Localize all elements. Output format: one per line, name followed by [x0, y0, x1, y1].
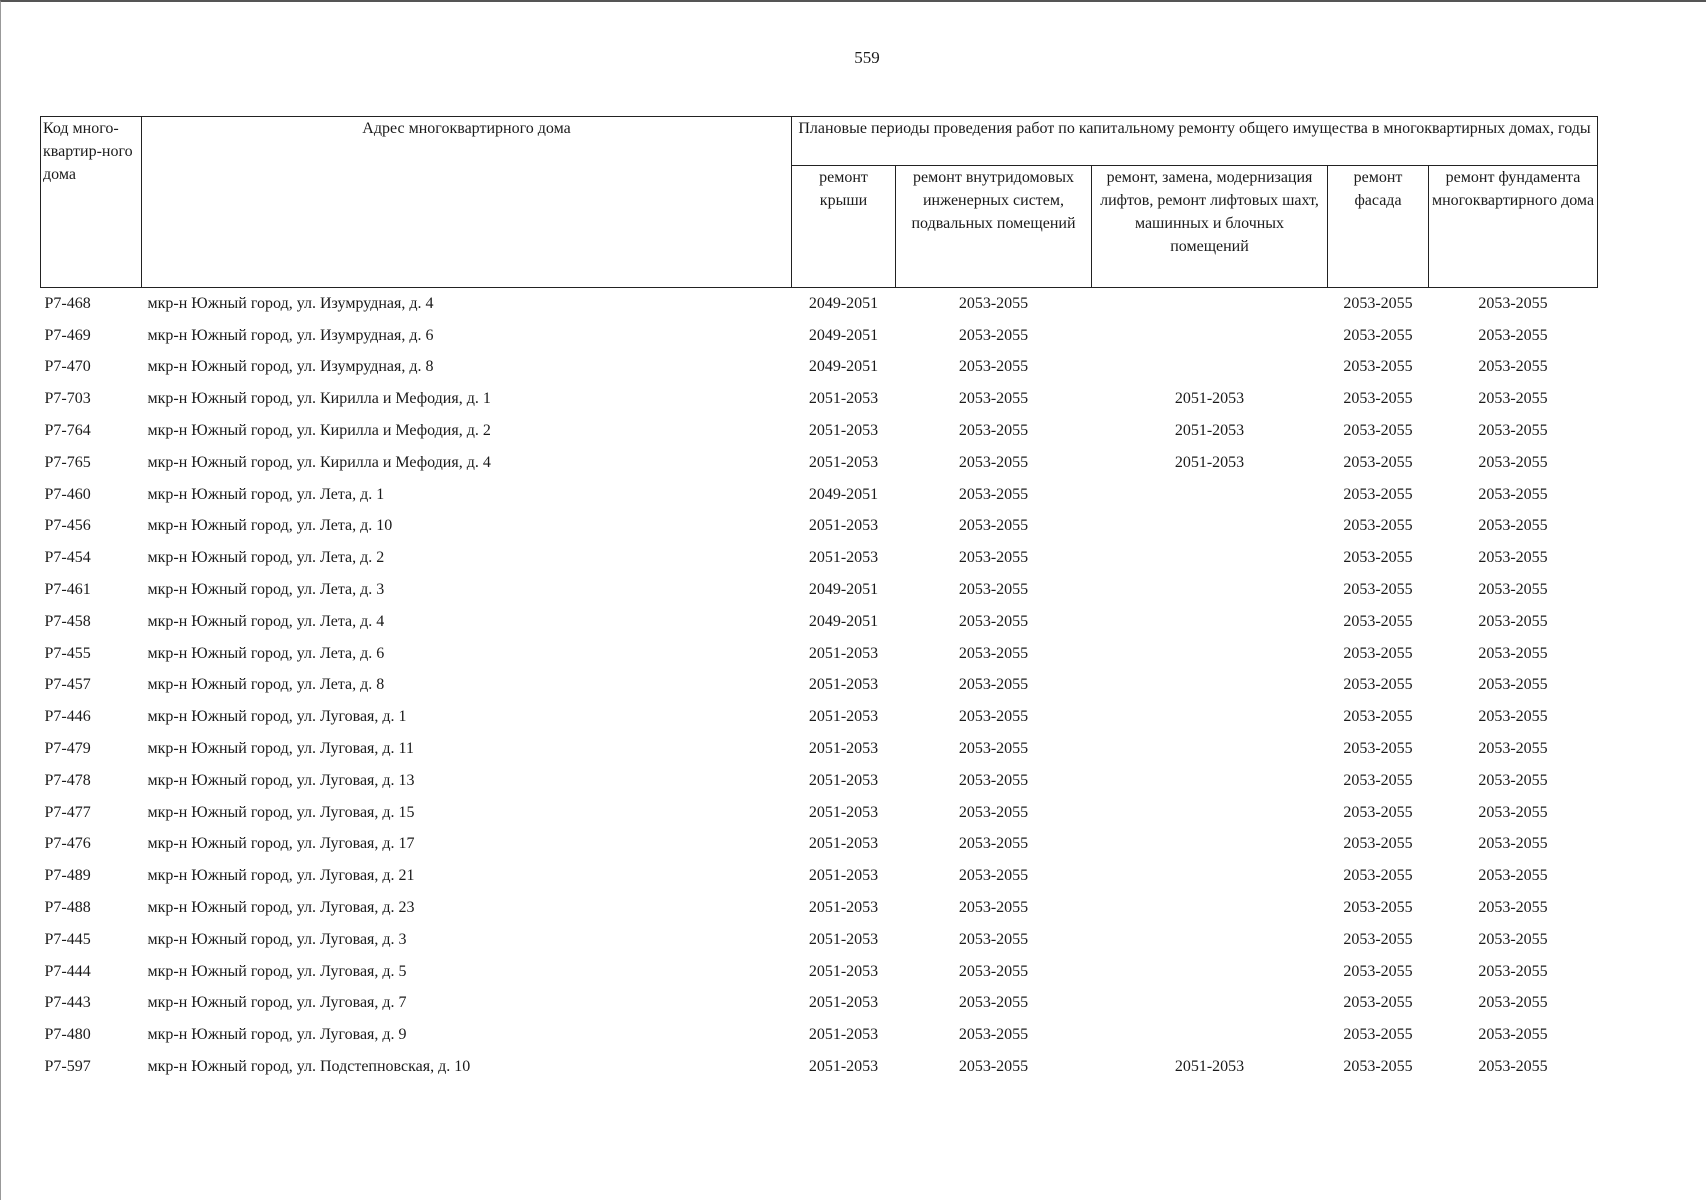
cell-facade: 2053-2055 — [1343, 390, 1413, 408]
table-row — [41, 765, 1598, 797]
cell-engineering: 2053-2055 — [958, 994, 1029, 1012]
table-row — [41, 860, 1598, 892]
cell-elevators: 2051-2053 — [1174, 1058, 1245, 1076]
cell-code: Р7-456 — [44, 517, 91, 535]
cell-foundation: 2053-2055 — [1478, 453, 1548, 471]
table-row — [41, 956, 1598, 988]
cell-address: мкр-н Южный город, ул. Луговая, д. 15 — [147, 803, 415, 821]
cell-address: мкр-н Южный город, ул. Кирилла и Мефодия, д. 2 — [147, 422, 491, 440]
cell-address: мкр-н Южный город, ул. Лета, д. 4 — [147, 612, 385, 630]
cell-address: мкр-н Южный город, ул. Кирилла и Мефодия, д. 1 — [147, 390, 491, 408]
cell-facade: 2053-2055 — [1343, 612, 1413, 630]
cell-engineering: 2053-2055 — [958, 771, 1029, 789]
cell-elevators — [1092, 988, 1328, 1020]
cell-code: Р7-477 — [44, 803, 91, 821]
cell-foundation: 2053-2055 — [1478, 581, 1548, 599]
cell-foundation: 2053-2055 — [1478, 803, 1548, 821]
header-facade: ремонт фасада — [1328, 166, 1429, 288]
cell-code: Р7-445 — [44, 930, 91, 948]
cell-foundation: 2053-2055 — [1478, 517, 1548, 535]
cell-facade: 2053-2055 — [1343, 708, 1413, 726]
cell-elevators — [1092, 829, 1328, 861]
table-row — [41, 606, 1598, 638]
cell-elevators — [1092, 352, 1328, 384]
cell-code: Р7-443 — [44, 994, 91, 1012]
table-row — [41, 447, 1598, 479]
cell-address: мкр-н Южный город, ул. Луговая, д. 23 — [147, 899, 415, 917]
cell-elevators — [1092, 765, 1328, 797]
table-row — [41, 288, 1598, 320]
cell-engineering: 2053-2055 — [958, 612, 1029, 630]
cell-roof: 2049-2051 — [808, 358, 879, 376]
cell-engineering: 2053-2055 — [958, 899, 1029, 917]
cell-code: Р7-479 — [44, 740, 91, 758]
cell-code: Р7-478 — [44, 771, 91, 789]
cell-foundation: 2053-2055 — [1478, 867, 1548, 885]
cell-address: мкр-н Южный город, ул. Лета, д. 2 — [147, 549, 385, 567]
header-periods-group: Плановые периоды проведения работ по капитальному ремонту общего имущества в многоквартирных домах, годы — [792, 117, 1598, 166]
cell-facade: 2053-2055 — [1343, 358, 1413, 376]
cell-code: Р7-461 — [44, 581, 91, 599]
cell-elevators — [1092, 670, 1328, 702]
cell-engineering: 2053-2055 — [958, 1058, 1029, 1076]
cell-foundation: 2053-2055 — [1478, 835, 1548, 853]
cell-facade: 2053-2055 — [1343, 676, 1413, 694]
cell-code: Р7-597 — [44, 1058, 91, 1076]
cell-code: Р7-457 — [44, 676, 91, 694]
table-row — [41, 797, 1598, 829]
cell-code: Р7-480 — [44, 1026, 91, 1044]
cell-address: мкр-н Южный город, ул. Лета, д. 6 — [147, 644, 385, 662]
cell-code: Р7-455 — [44, 644, 91, 662]
cell-engineering: 2053-2055 — [958, 358, 1029, 376]
cell-foundation: 2053-2055 — [1478, 326, 1548, 344]
cell-facade: 2053-2055 — [1343, 549, 1413, 567]
cell-foundation: 2053-2055 — [1478, 930, 1548, 948]
cell-facade: 2053-2055 — [1343, 962, 1413, 980]
header-foundation: ремонт фундамента многоквартирного дома — [1429, 166, 1598, 288]
cell-foundation: 2053-2055 — [1478, 549, 1548, 567]
cell-engineering: 2053-2055 — [958, 740, 1029, 758]
cell-foundation: 2053-2055 — [1478, 294, 1548, 312]
table-row — [41, 511, 1598, 543]
cell-roof: 2051-2053 — [808, 803, 879, 821]
cell-engineering: 2053-2055 — [958, 517, 1029, 535]
cell-code: Р7-764 — [44, 422, 91, 440]
cell-facade: 2053-2055 — [1343, 422, 1413, 440]
cell-address: мкр-н Южный город, ул. Лета, д. 10 — [147, 517, 393, 535]
cell-facade: 2053-2055 — [1343, 867, 1413, 885]
cell-roof: 2049-2051 — [808, 326, 879, 344]
header-elevators: ремонт, замена, модернизация лифтов, ремонт лифтовых шахт, машинных и блочных помещений — [1092, 166, 1328, 288]
header-roof: ремонт крыши — [792, 166, 896, 288]
cell-address: мкр-н Южный город, ул. Луговая, д. 9 — [147, 1026, 407, 1044]
cell-facade: 2053-2055 — [1343, 740, 1413, 758]
table-row — [41, 479, 1598, 511]
cell-roof: 2051-2053 — [808, 708, 879, 726]
cell-elevators — [1092, 542, 1328, 574]
cell-roof: 2051-2053 — [808, 899, 879, 917]
cell-roof: 2051-2053 — [808, 453, 879, 471]
cell-engineering: 2053-2055 — [958, 1026, 1029, 1044]
capital-repair-table — [40, 116, 1598, 1083]
cell-facade: 2053-2055 — [1343, 294, 1413, 312]
cell-roof: 2051-2053 — [808, 994, 879, 1012]
cell-foundation: 2053-2055 — [1478, 1058, 1548, 1076]
cell-engineering: 2053-2055 — [958, 930, 1029, 948]
cell-foundation: 2053-2055 — [1478, 390, 1548, 408]
cell-code: Р7-460 — [44, 485, 91, 503]
cell-roof: 2051-2053 — [808, 644, 879, 662]
cell-address: мкр-н Южный город, ул. Лета, д. 3 — [147, 581, 385, 599]
cell-code: Р7-470 — [44, 358, 91, 376]
cell-roof: 2049-2051 — [808, 612, 879, 630]
cell-elevators — [1092, 701, 1328, 733]
cell-elevators: 2051-2053 — [1174, 453, 1245, 471]
cell-roof: 2051-2053 — [808, 390, 879, 408]
table-row — [41, 383, 1598, 415]
cell-elevators — [1092, 892, 1328, 924]
cell-facade: 2053-2055 — [1343, 930, 1413, 948]
cell-engineering: 2053-2055 — [958, 390, 1029, 408]
cell-elevators — [1092, 924, 1328, 956]
header-address: Адрес многоквартирного дома — [142, 117, 792, 288]
cell-facade: 2053-2055 — [1343, 1058, 1413, 1076]
table-row — [41, 542, 1598, 574]
cell-foundation: 2053-2055 — [1478, 994, 1548, 1012]
table-row — [41, 1051, 1598, 1083]
cell-elevators — [1092, 1019, 1328, 1051]
cell-engineering: 2053-2055 — [958, 962, 1029, 980]
table-row — [41, 829, 1598, 861]
cell-address: мкр-н Южный город, ул. Изумрудная, д. 4 — [147, 294, 434, 312]
cell-address: мкр-н Южный город, ул. Изумрудная, д. 8 — [147, 358, 434, 376]
cell-address: мкр-н Южный город, ул. Подстепновская, д. 10 — [147, 1058, 471, 1076]
table-row — [41, 574, 1598, 606]
cell-address: мкр-н Южный город, ул. Кирилла и Мефодия, д. 4 — [147, 453, 491, 471]
cell-address: мкр-н Южный город, ул. Лета, д. 8 — [147, 676, 385, 694]
cell-elevators — [1092, 797, 1328, 829]
table-row — [41, 320, 1598, 352]
cell-roof: 2049-2051 — [808, 485, 879, 503]
cell-roof: 2051-2053 — [808, 867, 879, 885]
cell-engineering: 2053-2055 — [958, 549, 1029, 567]
cell-engineering: 2053-2055 — [958, 867, 1029, 885]
table-row — [41, 892, 1598, 924]
cell-facade: 2053-2055 — [1343, 1026, 1413, 1044]
table-row — [41, 415, 1598, 447]
table-row — [41, 1019, 1598, 1051]
cell-foundation: 2053-2055 — [1478, 899, 1548, 917]
table-row — [41, 988, 1598, 1020]
cell-roof: 2051-2053 — [808, 549, 879, 567]
table-row — [41, 638, 1598, 670]
cell-facade: 2053-2055 — [1343, 326, 1413, 344]
cell-code: Р7-489 — [44, 867, 91, 885]
cell-elevators: 2051-2053 — [1174, 422, 1245, 440]
cell-elevators — [1092, 956, 1328, 988]
cell-engineering: 2053-2055 — [958, 294, 1029, 312]
cell-elevators — [1092, 860, 1328, 892]
cell-facade: 2053-2055 — [1343, 994, 1413, 1012]
cell-facade: 2053-2055 — [1343, 517, 1413, 535]
cell-address: мкр-н Южный город, ул. Луговая, д. 11 — [147, 740, 414, 758]
cell-foundation: 2053-2055 — [1478, 1026, 1548, 1044]
cell-roof: 2051-2053 — [808, 835, 879, 853]
table-row — [41, 733, 1598, 765]
cell-facade: 2053-2055 — [1343, 771, 1413, 789]
header-engineering: ремонт внутридомовых инженерных систем, подвальных помещений — [896, 166, 1092, 288]
cell-roof: 2049-2051 — [808, 581, 879, 599]
cell-address: мкр-н Южный город, ул. Изумрудная, д. 6 — [147, 326, 434, 344]
cell-code: Р7-488 — [44, 899, 91, 917]
cell-roof: 2051-2053 — [808, 1058, 879, 1076]
cell-elevators — [1092, 606, 1328, 638]
header-code: Код много-квартир-ного дома — [41, 117, 142, 288]
cell-address: мкр-н Южный город, ул. Луговая, д. 7 — [147, 994, 407, 1012]
cell-elevators — [1092, 638, 1328, 670]
cell-engineering: 2053-2055 — [958, 453, 1029, 471]
table-row — [41, 670, 1598, 702]
cell-roof: 2051-2053 — [808, 740, 879, 758]
cell-foundation: 2053-2055 — [1478, 962, 1548, 980]
cell-roof: 2051-2053 — [808, 962, 879, 980]
cell-elevators — [1092, 479, 1328, 511]
cell-engineering: 2053-2055 — [958, 803, 1029, 821]
cell-roof: 2051-2053 — [808, 1026, 879, 1044]
cell-engineering: 2053-2055 — [958, 485, 1029, 503]
cell-foundation: 2053-2055 — [1478, 612, 1548, 630]
cell-roof: 2051-2053 — [808, 771, 879, 789]
cell-facade: 2053-2055 — [1343, 899, 1413, 917]
cell-engineering: 2053-2055 — [958, 835, 1029, 853]
cell-address: мкр-н Южный город, ул. Луговая, д. 5 — [147, 962, 407, 980]
cell-code: Р7-458 — [44, 612, 91, 630]
cell-engineering: 2053-2055 — [958, 708, 1029, 726]
table-body — [41, 288, 1598, 1083]
cell-elevators — [1092, 733, 1328, 765]
cell-engineering: 2053-2055 — [958, 581, 1029, 599]
cell-elevators — [1092, 574, 1328, 606]
cell-roof: 2051-2053 — [808, 930, 879, 948]
cell-foundation: 2053-2055 — [1478, 644, 1548, 662]
cell-code: Р7-444 — [44, 962, 91, 980]
cell-address: мкр-н Южный город, ул. Луговая, д. 3 — [147, 930, 407, 948]
cell-address: мкр-н Южный город, ул. Луговая, д. 1 — [147, 708, 407, 726]
cell-roof: 2051-2053 — [808, 422, 879, 440]
cell-code: Р7-476 — [44, 835, 91, 853]
table-row — [41, 924, 1598, 956]
cell-elevators — [1092, 288, 1328, 320]
table-row — [41, 352, 1598, 384]
cell-code: Р7-703 — [44, 390, 91, 408]
cell-facade: 2053-2055 — [1343, 803, 1413, 821]
cell-foundation: 2053-2055 — [1478, 485, 1548, 503]
cell-address: мкр-н Южный город, ул. Лета, д. 1 — [147, 485, 385, 503]
cell-foundation: 2053-2055 — [1478, 708, 1548, 726]
cell-facade: 2053-2055 — [1343, 581, 1413, 599]
cell-foundation: 2053-2055 — [1478, 422, 1548, 440]
cell-code: Р7-469 — [44, 326, 91, 344]
cell-roof: 2051-2053 — [808, 676, 879, 694]
cell-address: мкр-н Южный город, ул. Луговая, д. 13 — [147, 771, 415, 789]
cell-engineering: 2053-2055 — [958, 326, 1029, 344]
cell-code: Р7-446 — [44, 708, 91, 726]
page-number: 559 — [854, 48, 880, 67]
cell-facade: 2053-2055 — [1343, 453, 1413, 471]
cell-engineering: 2053-2055 — [958, 644, 1029, 662]
cell-roof: 2051-2053 — [808, 517, 879, 535]
cell-code: Р7-454 — [44, 549, 91, 567]
cell-address: мкр-н Южный город, ул. Луговая, д. 17 — [147, 835, 415, 853]
cell-foundation: 2053-2055 — [1478, 771, 1548, 789]
cell-elevators — [1092, 320, 1328, 352]
cell-foundation: 2053-2055 — [1478, 676, 1548, 694]
cell-foundation: 2053-2055 — [1478, 740, 1548, 758]
cell-engineering: 2053-2055 — [958, 422, 1029, 440]
cell-elevators: 2051-2053 — [1174, 390, 1245, 408]
cell-elevators — [1092, 511, 1328, 543]
cell-facade: 2053-2055 — [1343, 485, 1413, 503]
cell-facade: 2053-2055 — [1343, 644, 1413, 662]
cell-address: мкр-н Южный город, ул. Луговая, д. 21 — [147, 867, 415, 885]
cell-code: Р7-765 — [44, 453, 91, 471]
cell-roof: 2049-2051 — [808, 294, 879, 312]
table-row — [41, 701, 1598, 733]
cell-code: Р7-468 — [44, 294, 91, 312]
cell-engineering: 2053-2055 — [958, 676, 1029, 694]
cell-facade: 2053-2055 — [1343, 835, 1413, 853]
cell-foundation: 2053-2055 — [1478, 358, 1548, 376]
